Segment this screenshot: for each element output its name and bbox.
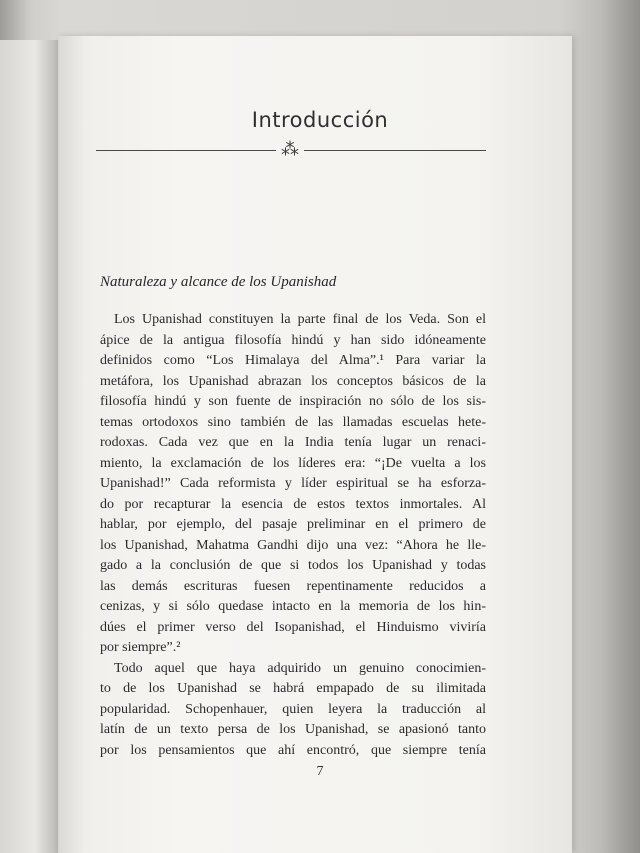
text-line: cenizas, y si sólo quedase intacto en la memoria de los hin-: [100, 599, 486, 614]
text-line: rodoxas. Cada vez que en la India tenía lugar un renaci-: [100, 435, 486, 450]
text-line: por siempre”.²: [100, 640, 181, 655]
paragraph-1: [100, 310, 486, 659]
section-title: Naturaleza y alcance de los Upanishad: [100, 274, 337, 290]
text-line: por los pensamientos que ahí encontró, que siempre tenía: [100, 742, 486, 758]
text-line: Upanishad!” Cada reformista y líder espiritual se ha esforza-: [100, 476, 486, 491]
paragraph-2: [100, 659, 486, 762]
facing-page-edge: [0, 40, 58, 853]
text-line: dúes el primer verso del Isopanishad, el Hinduismo viviría: [100, 619, 486, 635]
asterism-ornament-icon: ⁂: [281, 139, 299, 160]
body-text: [100, 310, 486, 761]
text-line: to de los Upanishad se habrá empapado de su ilimitada: [100, 681, 486, 696]
page-number: 7: [316, 764, 324, 779]
text-line: do por recapturar la esencia de estos textos inmortales. Al: [100, 496, 486, 512]
text-line: filosofía hindú y son fuente de inspiración no sólo de los sis-: [100, 394, 486, 409]
text-line: miento, la exclamación de los líderes era: “¡De vuelta a los: [100, 455, 486, 471]
text-line: hablar, por ejemplo, del pasaje preliminar en el primero de: [100, 517, 486, 532]
text-line: las demás escrituras fuesen repentinamente reducidos a: [100, 578, 486, 594]
text-line: Todo aquel que haya adquirido un genuino conocimien-: [114, 660, 486, 676]
heading-rule-right: [304, 150, 486, 151]
text-line: latín de un texto persa de los Upanishad, se apasionó tanto: [100, 722, 486, 737]
text-line: definidos como “Los Himalaya del Alma”.¹ Para variar la: [100, 353, 486, 368]
text-line: temas ortodoxos sino también de las llamadas escuelas hete-: [100, 414, 486, 430]
text-line: los Upanishad, Mahatma Gandhi dijo una vez: “Ahora he lle-: [100, 537, 486, 553]
chapter-heading: Introducción: [251, 108, 389, 132]
text-line: metáfora, los Upanishad abrazan los conceptos básicos de la: [100, 373, 486, 389]
text-line: popularidad. Schopenhauer, quien leyera la traducción al: [100, 701, 486, 717]
text-line: gado a la conclusión de que si todos los Upanishad y todas: [100, 558, 486, 573]
heading-rule-left: [96, 150, 276, 151]
text-line: Los Upanishad constituyen la parte final de los Veda. Son el: [114, 312, 486, 327]
text-line: ápice de la antigua filosofía hindú y han sido idóneamente: [100, 332, 486, 348]
